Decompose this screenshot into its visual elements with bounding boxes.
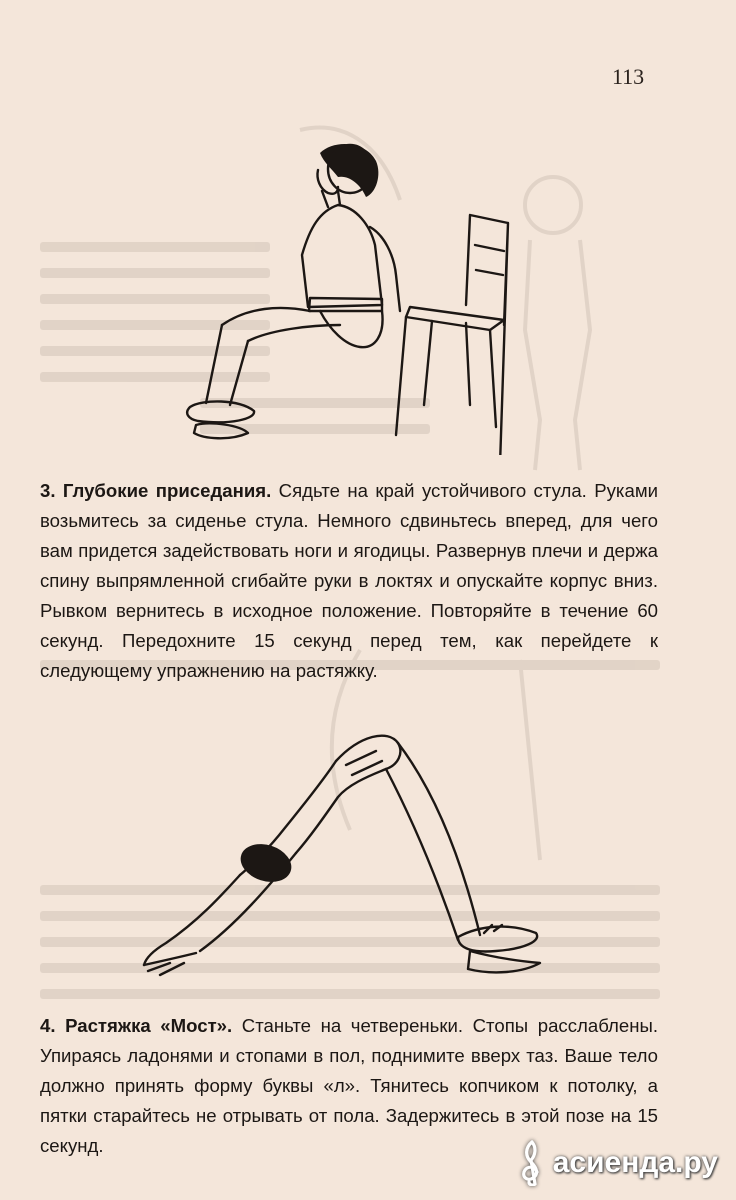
site-watermark (519, 1140, 718, 1186)
chair-dips-illustration (170, 135, 520, 455)
exercise-3-paragraph (40, 476, 658, 686)
bridge-pose-illustration (140, 725, 560, 985)
treble-clef-icon (519, 1140, 545, 1186)
head-shape (236, 838, 297, 888)
exercise-4-paragraph (40, 1011, 658, 1161)
exercise-4-body: Станьте на четвереньки. Стопы расслаблены. Упираясь ладонями и стопами в пол, поднимите вверх таз. Ваше тело должно принять форму буквы «л». Тянитесь копчиком к потолку, а пятки старайтесь не отрывать от пола. Задержитесь в этой позе на 15 секунд. (40, 1015, 658, 1156)
exercise-3-body: Сядьте на край устойчивого стула. Руками возьмитесь за сиденье стула. Немного сдвиньтесь вперед, для чего вам придется задействовать ноги и ягодицы. Развернув плечи и держа спину выпрямленной сгибайте руки в локтях и опускайте корпус вниз. Рывком вернитесь в исходное положение. Повторяйте в течение 60 секунд. Передохните 15 секунд перед тем, как перейдете к следующему упражнению на растяжку. (40, 480, 658, 681)
exercise-4-title: 4. Растяжка «Мост». (40, 1015, 233, 1036)
bleed-line (40, 989, 660, 999)
exercise-3-title: 3. Глубокие приседания. (40, 480, 272, 501)
page-number: 113 (612, 64, 645, 89)
watermark-text: асиенда.ру (552, 1146, 718, 1179)
